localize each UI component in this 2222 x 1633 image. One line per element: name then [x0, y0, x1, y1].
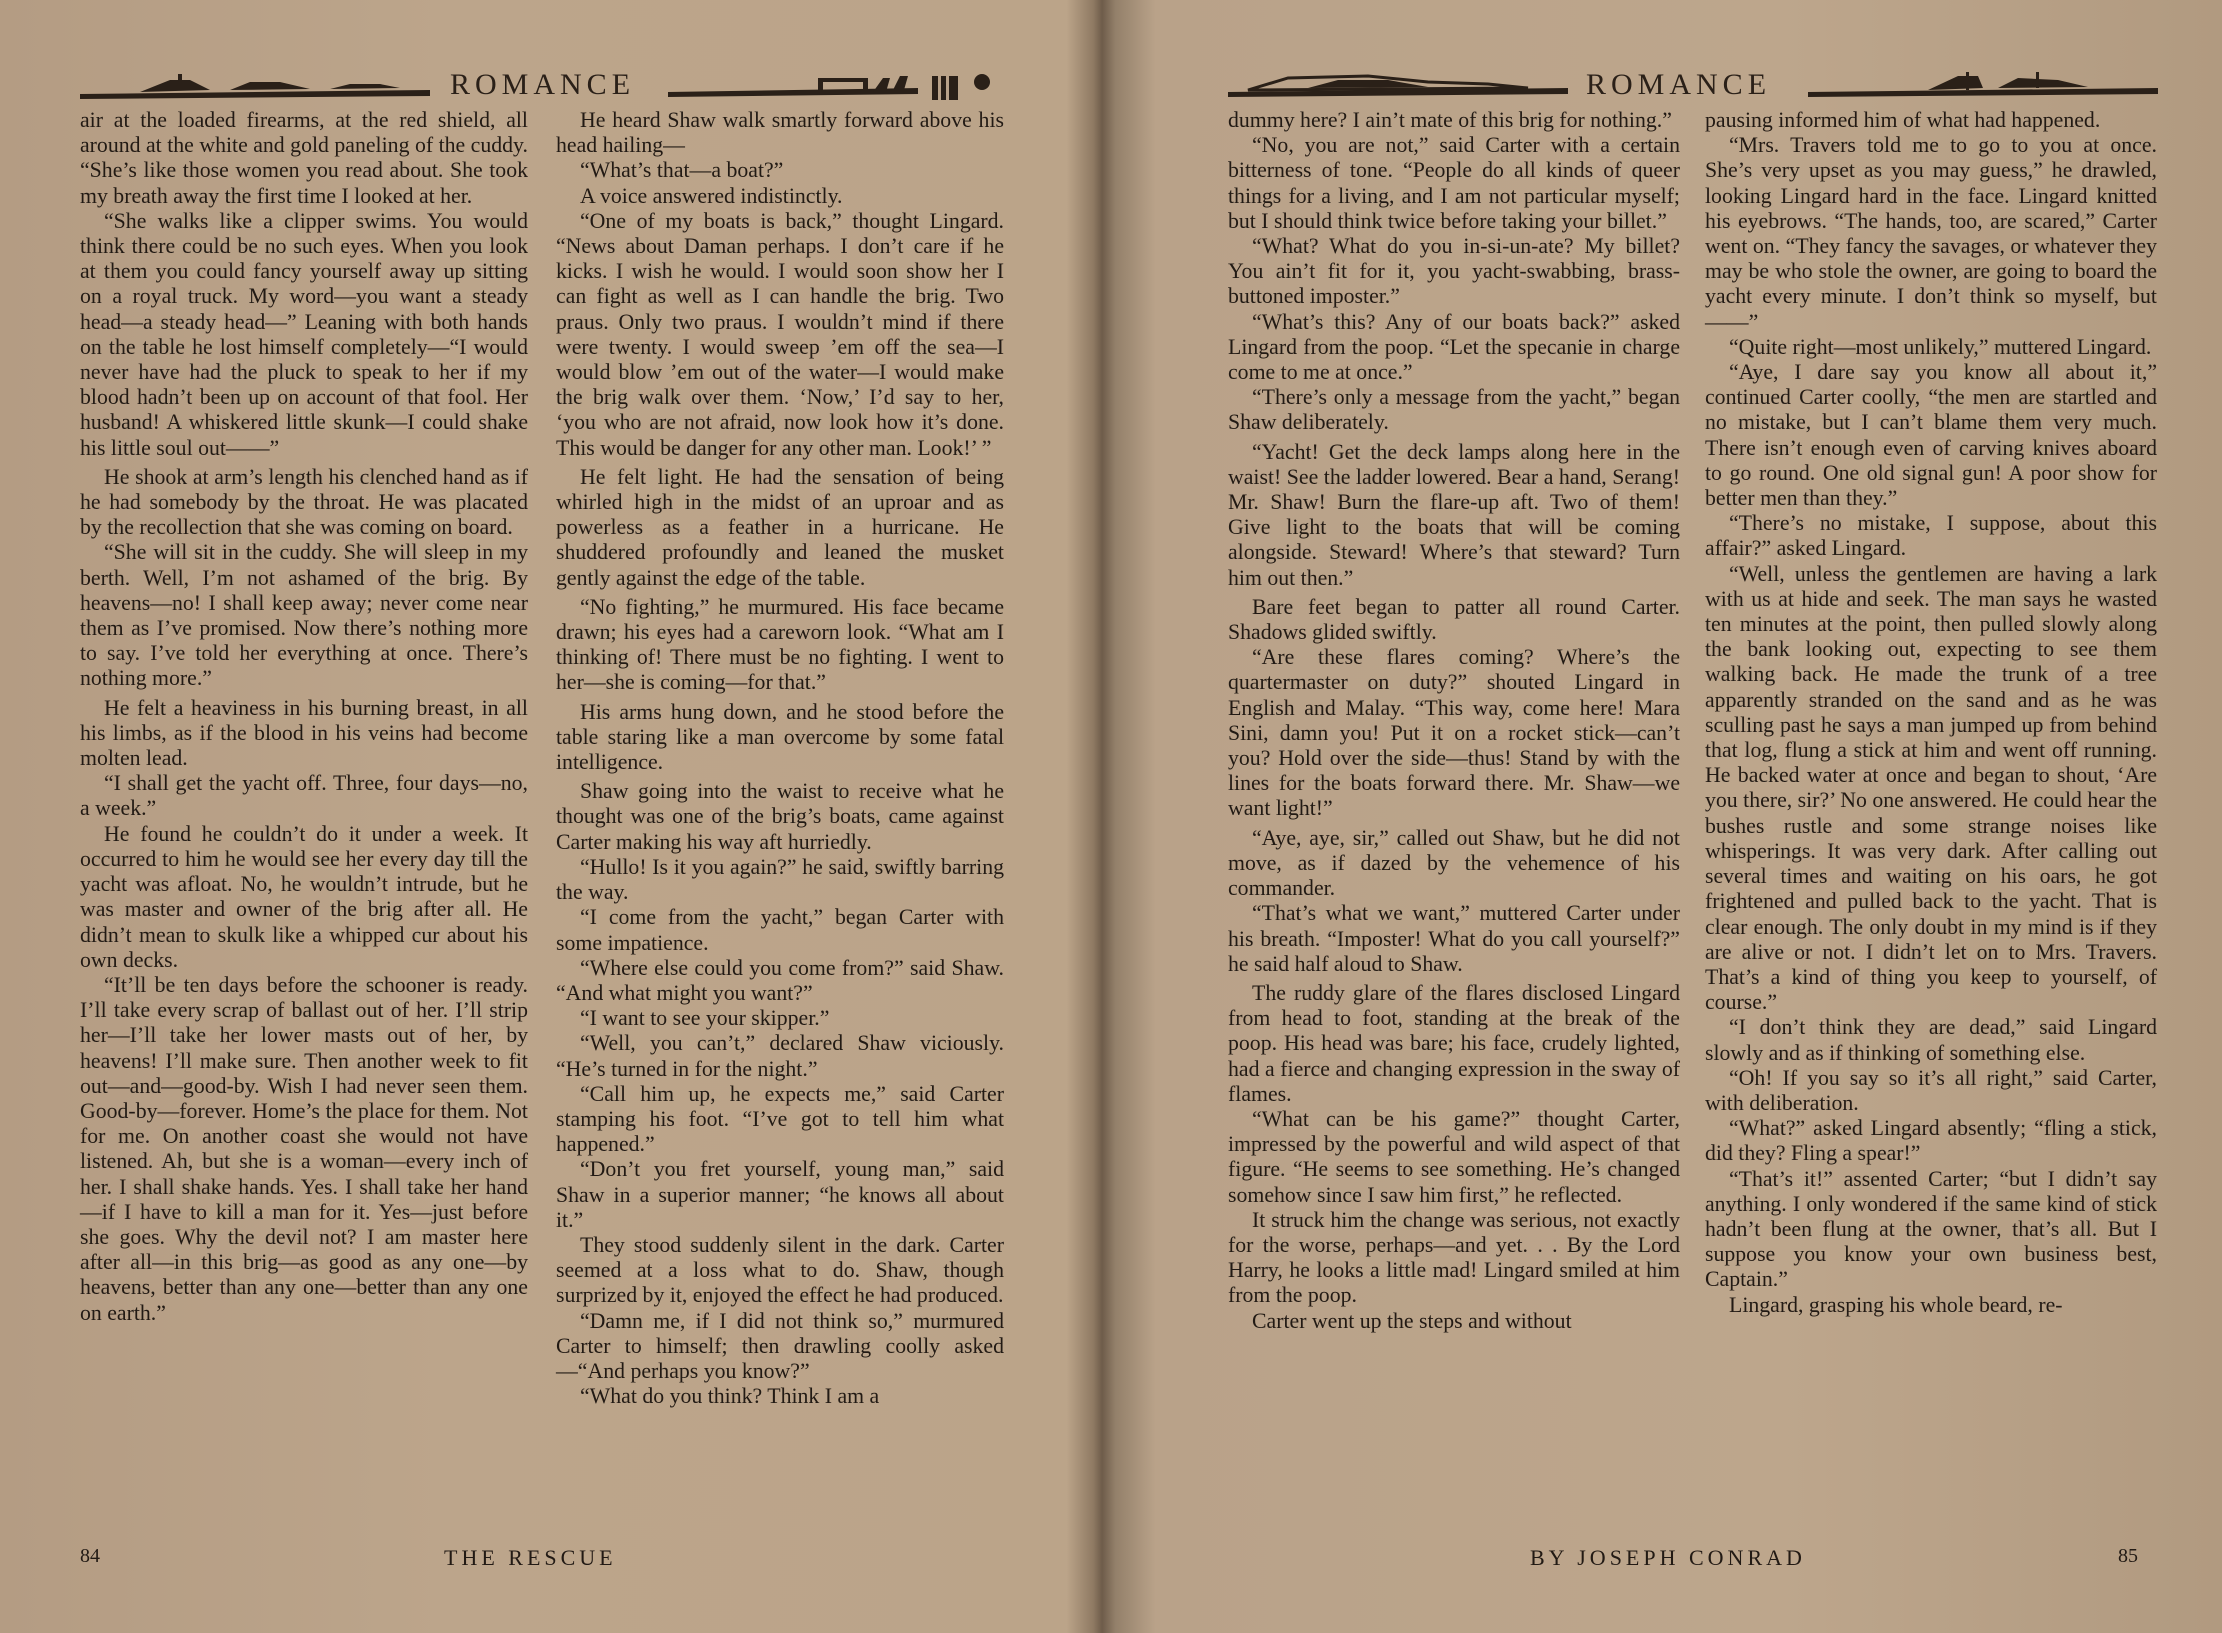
paragraph: “That’s it!” assented Carter; “but I didn’t say anything. I only wondered if the same kind of stick hadn’t been flung at the owner, that’s all. But I suppose you know your own business best, Captain.” — [1705, 1166, 2157, 1292]
paragraph: He found he couldn’t do it under a week. It occurred to him he would see her every day till the yacht was afloat. No, he wouldn’t intrude, but he was master and owner of the brig after all. He didn’t mean to skulk like a whipped cur about his own decks. — [80, 821, 528, 972]
text-column — [1705, 108, 2157, 1318]
right-page — [1108, 0, 2222, 1633]
paragraph: “What do you think? Think I am a — [580, 1384, 880, 1409]
paragraph: “What’s this? Any of our boats back?” asked Lingard from the poop. “Let the specanie in charge come to me at once.” — [1228, 309, 1680, 385]
paragraph: air at the loaded firearms, at the red shield, all around at the white and gold paneling of the cuddy. “She’s like those women you read about. She took my breath away the first time I looked at her. — [80, 108, 528, 208]
paragraph: “One of my boats is back,” thought Lingard. “News about Daman perhaps. I don’t care if he kicks. I wish he would. I would soon show her I can fight as well as I can handle the brig. Two praus. Only two praus. I wouldn’t mind if there were twenty. I would sweep ’em off the sea—I would blow ’em out of the water—I would make the brig walk over them. ‘Now,’ I’d say to her, ‘you who are not afraid, now look how it’s done. This would be danger for any other man. Look!’ ” — [556, 208, 1004, 460]
paragraph: Shaw going into the waist to receive what he thought was one of the brig’s boats, came against Carter making his way aft hurriedly. — [556, 779, 1004, 854]
paragraph: “No, you are not,” said Carter with a certain bitterness of tone. “People do all kinds of queer things for a living, and I am not particular myself; but I should think twice before taking your billet.” — [1228, 133, 1680, 233]
page-number: 85 — [2118, 1545, 2138, 1567]
paragraph: Carter went up the steps and without — [1252, 1308, 1572, 1333]
paragraph: “She walks like a clipper swims. You would think there could be no such eyes. When you look at them you could fancy yourself away up sitting on a royal truck. My word—you want a steady head—a steady head—” Leaning with both hands on the table he lost himself completely—“I would never have had the pluck to speak to her if my blood hadn’t been up on account of that fool. Her husband! A whiskered little skunk—I could shake his little soul out——” — [80, 208, 528, 460]
paragraph: pausing informed him of what had happened. — [1705, 108, 2101, 132]
paragraph: “Well, you can’t,” declared Shaw viciously. “He’s turned in for the night.” — [556, 1031, 1004, 1081]
paragraph: “I want to see your skipper.” — [580, 1006, 830, 1031]
paragraph: Lingard, grasping his whole beard, re- — [1729, 1292, 2063, 1317]
author-line: BY JOSEPH CONRAD — [1530, 1545, 1806, 1570]
paragraph: He felt a heaviness in his burning breast, in all his limbs, as if the blood in his veins had become molten lead. — [80, 695, 528, 771]
paragraph: “Call him up, he expects me,” said Carter stamping his foot. “I’ve got to tell him what happened.” — [556, 1081, 1004, 1157]
paragraph: “Damn me, if I did not think so,” murmured Carter to himself; then drawling coolly asked—“And perhaps you know?” — [556, 1308, 1004, 1383]
page-number: 84 — [80, 1545, 100, 1567]
paragraph: The ruddy glare of the flares disclosed Lingard from head to foot, standing at the break of the poop. His head was bare; his face, crudely lighted, had a fierce and changing expression in the sway of flames. — [1228, 980, 1680, 1106]
paragraph: “Oh! If you say so it’s all right,” said Carter, with deliberation. — [1705, 1065, 2157, 1115]
paragraph: “No fighting,” he murmured. His face became drawn; his eyes had a careworn look. “What am I thinking of! There must be no fighting. I went to her—she is coming—for that.” — [556, 594, 1004, 695]
rifle-ornament-icon — [668, 72, 918, 102]
paragraph: dummy here? I ain’t mate of this brig for nothing.” — [1228, 108, 1672, 132]
text-column — [1228, 108, 1680, 1334]
left-page — [0, 0, 1100, 1633]
paragraph: “Yacht! Get the deck lamps along here in the waist! See the ladder lowered. Bear a hand, Serang! Mr. Shaw! Burn the flare-up aft. Two of them! Give light to the boats that will be coming alongside. Steward! Where’s that steward? Turn him out then.” — [1228, 439, 1680, 590]
running-head — [1228, 66, 2158, 110]
paragraph: Bare feet began to patter all round Carter. Shadows glided swiftly. — [1228, 594, 1680, 645]
paragraph: “There’s only a message from the yacht,” began Shaw deliberately. — [1228, 385, 1680, 435]
paragraph: “That’s what we want,” muttered Carter under his breath. “Imposter! What do you call yourself?” he said half aloud to Shaw. — [1228, 901, 1680, 976]
paragraph: “There’s no mistake, I suppose, about this affair?” asked Lingard. — [1705, 511, 2157, 561]
text-column — [556, 108, 1004, 1409]
paragraph: “I don’t think they are dead,” said Lingard slowly and as if thinking of something else. — [1705, 1015, 2157, 1065]
paragraph: “I come from the yacht,” began Carter with some impatience. — [556, 905, 1004, 955]
paragraph: “What can be his game?” thought Carter, impressed by the powerful and wild aspect of that figure. “He seems to see something. He’s changed somehow since I saw him first,” he reflected. — [1228, 1106, 1680, 1207]
paragraph: “Hullo! Is it you again?” he said, swiftly barring the way. — [556, 854, 1004, 905]
paragraph: “Aye, I dare say you know all about it,” continued Carter coolly, “the men are startled and no mistake, but I can’t blame them very much. There isn’t enough even of carving knives aboard to go round. One old signal gun! A poor show for better men than they.” — [1705, 360, 2157, 511]
paragraph: It struck him the change was serious, not exactly for the worse, perhaps—and yet. . . By the Lord Harry, he looks a little mad! Lingard smiled at him from the poop. — [1228, 1207, 1680, 1308]
paragraph: “Don’t you fret yourself, young man,” said Shaw in a superior manner; “he knows all about it.” — [556, 1157, 1004, 1232]
text-column — [80, 108, 528, 1326]
paragraph: “Are these flares coming? Where’s the quartermaster on duty?” shouted Lingard in English and Malay. “This way, come here! Mara Sini, damn you! Put it on a rocket stick—can’t you? Hold over the side—thus! Stand by with the lines for the boats forward there. Mr. Shaw—we want light!” — [1228, 645, 1680, 821]
paragraph: “It’ll be ten days before the schooner is ready. I’ll take every scrap of ballast out of her. I’ll strip her—I’ll take her lower masts out of her, by heavens! I’ll make sure. Then another week to fit out—and—good-by. Wish I had never seen them. Good-by—forever. Home’s the place for them. Not for me. On another coast she would not have listened. Ah, but she is a woman—every inch of her. I shall shake hands. Yes. I shall take her hand—if I have to kill a man for it. Yes—just before she goes. Why the devil not? I am master here after all—in this brig—as good as any one—by heavens, better than any one—better than any one on earth.” — [80, 972, 528, 1325]
paragraph: “Well, unless the gentlemen are having a lark with us at hide and seek. The man says he wasted ten minutes at the point, then pulled slowly along the bank looking out, expecting to see them walking back. He made the trunk of a tree apparently stranded on the sand and as he was sculling past he says a man jumped up from behind that log, flung a stick at him and went off running. He backed water at once and began to shout, ‘Are you there, sir?’ No one answered. He could hear the bushes rustle and some strange noises like whisperings. It was very dark. After calling out several times and waiting on his oars, he got frightened and pulled back to the yacht. That is clear enough. The only doubt in my mind is if they are alive or not. I didn’t let on to Mrs. Travers. That’s a kind of thing you keep to yourself, of course.” — [1705, 561, 2157, 1015]
ship-ornament-icon — [80, 72, 430, 102]
paragraph: “What?” asked Lingard absently; “fling a stick, did they? Fling a spear!” — [1705, 1116, 2157, 1166]
paragraph: “Quite right—most unlikely,” muttered Lingard. — [1729, 334, 2152, 359]
paragraph: “Where else could you come from?” said Shaw. “And what might you want?” — [556, 955, 1004, 1005]
paragraph: He felt light. He had the sensation of being whirled high in the midst of an uproar and as powerless as a feather in a hurricane. He shuddered profoundly and leaned the musket gently against the edge of the table. — [556, 464, 1004, 590]
paragraph: “I shall get the yacht off. Three, four days—no, a week.” — [80, 771, 528, 821]
ship-ornament-icon — [1808, 72, 2158, 102]
paragraph: He heard Shaw walk smartly forward above his head hailing— — [556, 108, 1004, 158]
running-head — [80, 66, 1004, 110]
paragraph: “What’s that—a boat?” — [580, 158, 784, 183]
paragraph: They stood suddenly silent in the dark. Carter seemed at a loss what to do. Shaw, though surprized by it, enjoyed the effect he had produced. — [556, 1232, 1004, 1308]
paragraph: A voice answered indistinctly. — [580, 183, 843, 208]
paragraph: He shook at arm’s length his clenched hand as if he had somebody by the throat. He was placated by the recollection that she was coming on board. — [80, 464, 528, 540]
running-head-title: ROMANCE — [1586, 68, 1772, 101]
paragraph: “Aye, aye, sir,” called out Shaw, but he did not move, as if dazed by the vehemence of his commander. — [1228, 825, 1680, 901]
running-head-title: ROMANCE — [450, 68, 636, 101]
paragraph: “She will sit in the cuddy. She will sleep in my berth. Well, I’m not ashamed of the brig. By heavens—no! I shall keep away; never come near them as I’ve promised. Now there’s nothing more to say. I’ve told her everything at once. There’s nothing more.” — [80, 540, 528, 691]
paragraph: His arms hung down, and he stood before the table staring like a man overcome by some fatal intelligence. — [556, 699, 1004, 775]
paragraph: “Mrs. Travers told me to go to you at once. She’s very upset as you may guess,” he drawled, looking Lingard hard in the face. Lingard knitted his eyebrows. “The hands, too, are scared,” Carter went on. “They fancy the savages, or whatever they may be who stole the owner, are going to board the yacht every minute. I don’t think so myself, but——” — [1705, 133, 2157, 334]
ship-ornament-icon — [1228, 72, 1568, 102]
paragraph: “What? What do you in-si-un-ate? My billet? You ain’t fit for it, you yacht-swabbing, brass-buttoned imposter.” — [1228, 234, 1680, 309]
kris-ornament-icon — [928, 72, 1004, 102]
book-title: THE RESCUE — [444, 1545, 617, 1570]
